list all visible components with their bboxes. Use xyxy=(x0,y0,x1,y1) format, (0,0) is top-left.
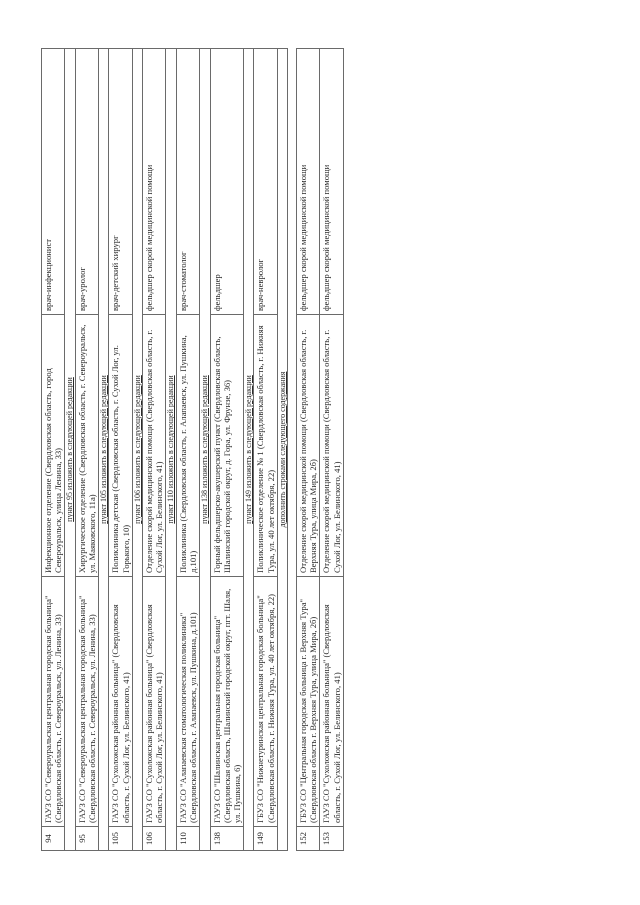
amendment-note: дополнить строками следующего содержания xyxy=(277,49,287,851)
amendment-note-row xyxy=(132,49,142,851)
department-cell: Хирургическое отделение (Свердловская область, г. Североуральск, ул. Маяковского, 11а) xyxy=(75,315,98,577)
organization-cell: ГАУЗ СО "Сухоложская районная больница" (Свердловская область, г. Сухой Лог, ул. Белинского, 41) xyxy=(143,577,166,827)
amendment-note-row xyxy=(166,49,176,851)
position-cell: врач-детский хирург xyxy=(109,49,132,315)
department-cell: Поликлиническое отделение № 1 (Свердловская область, г. Нижняя Тура, ул. 40 лет октября, 22) xyxy=(254,315,277,577)
position-cell: врач-инфекционист xyxy=(42,49,65,315)
department-cell: Отделение скорой медицинской помощи (Свердловская область, г. Сухой Лог, ул. Белинского, 41) xyxy=(320,315,343,577)
amendment-note-row xyxy=(277,49,287,851)
row-number: 149 xyxy=(254,827,277,851)
row-number: 138 xyxy=(210,827,243,851)
registry-table xyxy=(41,48,344,851)
organization-cell: ГБУЗ СО "Центральная городская больница г. Верхняя Тура" (Свердловская область г. Верхняя Тура, улица Мира, 2б) xyxy=(297,577,320,827)
position-cell: врач-стоматолог xyxy=(176,49,199,315)
position-cell: фельдшер скорой медицинской помощи xyxy=(143,49,166,315)
department-cell: Горный фельдшерско-акушерский пункт (Свердловская область, Шалинский городской округ, д. Гора, ул. Фрунзе, 36) xyxy=(210,315,243,577)
table-row xyxy=(176,49,199,851)
row-number: 105 xyxy=(109,827,132,851)
organization-cell: ГАУЗ СО "Сухоложская районная больница" (Свердловская область, г. Сухой Лог, ул. Белинского, 41) xyxy=(320,577,343,827)
row-number: 95 xyxy=(75,827,98,851)
amendment-note: пункт 149 изложить в следующей редакции xyxy=(244,49,254,851)
rotated-page xyxy=(41,48,606,851)
amendment-note: пункт 138 изложить в следующей редакции xyxy=(200,49,210,851)
table-gap xyxy=(288,49,297,851)
organization-cell: ГАУЗ СО "Сухоложская районная больница" (Свердловская область, г. Сухой Лог, ул. Белинского, 41) xyxy=(109,577,132,827)
position-cell: фельдшер скорой медицинской помощи xyxy=(297,49,320,315)
department-cell: Поликлиника (Свердловская область, г. Алапаевск, ул. Пушкина, д.101) xyxy=(176,315,199,577)
position-cell: фельдшер скорой медицинской помощи xyxy=(320,49,343,315)
position-cell: врач-уролог xyxy=(75,49,98,315)
row-number: 94 xyxy=(42,827,65,851)
amendment-note: пункт 105 изложить в следующей редакции xyxy=(99,49,109,851)
row-number: 110 xyxy=(176,827,199,851)
organization-cell: ГБУЗ СО "Нижнетуринская центральная городская больница" (Свердловская область, г. Нижняя Тура, ул. 40 лет октября, 22) xyxy=(254,577,277,827)
department-cell: Инфекционное отделение (Свердловская область, город Североуральск, улица Ленина, 33) xyxy=(42,315,65,577)
document-scan xyxy=(41,48,606,851)
amendment-note: пункт 110 изложить в следующей редакции xyxy=(166,49,176,851)
department-cell: Отделение скорой медицинской помощи (Свердловская область, г. Сухой Лог, ул. Белинского, 41) xyxy=(143,315,166,577)
table-row xyxy=(297,49,320,851)
table-row xyxy=(254,49,277,851)
department-cell: Поликлиника детская (Свердловская область, г. Сухой Лог, ул. Горького, 10) xyxy=(109,315,132,577)
amendment-note-row xyxy=(200,49,210,851)
organization-cell: ГАУЗ СО "Алапаевская стоматологическая поликлиника" (Свердловская область, г. Алапаевск, ул. Пушкина, д.101) xyxy=(176,577,199,827)
amendment-note-row xyxy=(65,49,75,851)
amendment-note: пункт 95 изложить в следующей редакции xyxy=(65,49,75,851)
row-number: 106 xyxy=(143,827,166,851)
organization-cell: ГАУЗ СО "Шалинская центральная городская больница" (Свердловская область, Шалинский городской округ, пгт. Шаля, ул. Пушкина, 6) xyxy=(210,577,243,827)
row-number: 152 xyxy=(297,827,320,851)
table-row xyxy=(210,49,243,851)
amendment-note-row xyxy=(244,49,254,851)
position-cell: фельдшер xyxy=(210,49,243,315)
table-row xyxy=(320,49,343,851)
table-row xyxy=(143,49,166,851)
department-cell: Отделение скорой медицинской помощи (Свердловская область, г. Верхняя Тура, улица Мира, 2б) xyxy=(297,315,320,577)
table-row xyxy=(42,49,65,851)
organization-cell: ГАУЗ СО "Североуральская центральная городская больница" (Свердловская область, г. Североуральск, ул. Ленина, 33) xyxy=(42,577,65,827)
table-row xyxy=(109,49,132,851)
amendment-note: пункт 106 изложить в следующей редакции xyxy=(132,49,142,851)
amendment-note-row xyxy=(99,49,109,851)
row-number: 153 xyxy=(320,827,343,851)
organization-cell: ГАУЗ СО "Североуральская центральная городская больница" (Свердловская область, г. Североуральск, ул. Ленина, 33) xyxy=(75,577,98,827)
table-row xyxy=(75,49,98,851)
position-cell: врач-невролог xyxy=(254,49,277,315)
